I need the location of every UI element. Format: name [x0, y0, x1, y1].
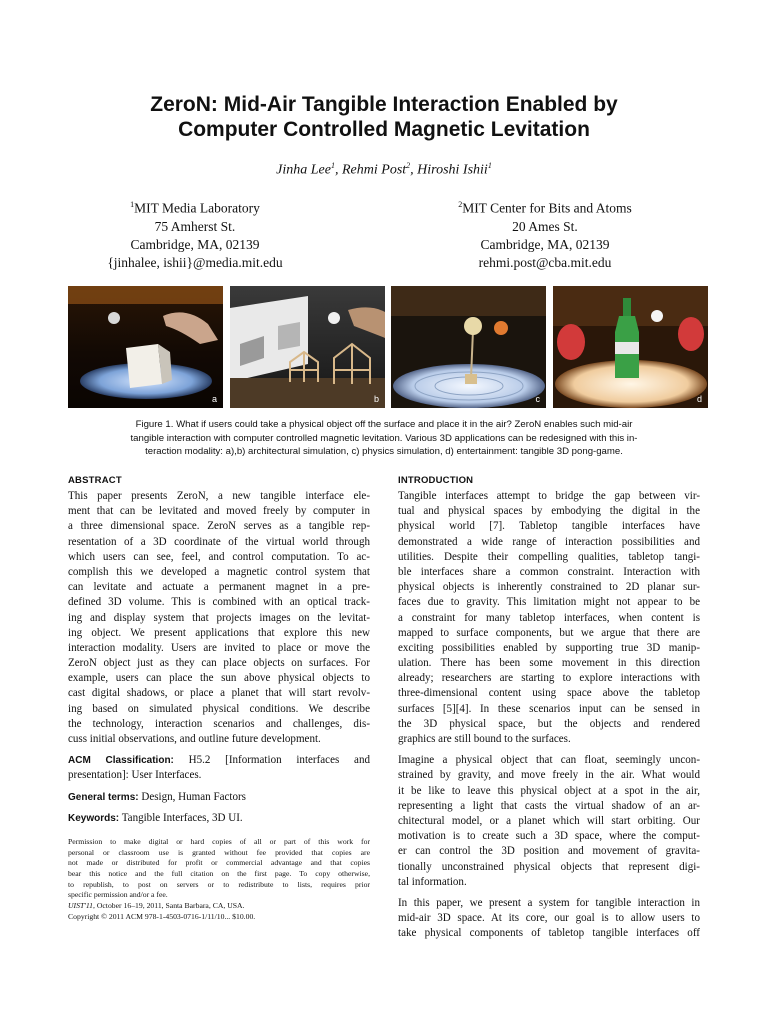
author-name: Jinha Lee — [276, 162, 331, 178]
abstract-heading: ABSTRACT — [68, 475, 122, 486]
panel-a-photo — [68, 286, 223, 408]
text-line: Imagine a physical object that can float, seemingly uncon- — [398, 754, 700, 767]
text-line: a constraint for many tabletop interfaces, when content is — [398, 611, 700, 624]
panel-label: c — [535, 394, 540, 404]
panel-b-photo — [230, 286, 385, 408]
panel-c-photo — [391, 286, 546, 408]
author-affil-mark: 2 — [406, 161, 411, 170]
text-line: This paper presents ZeroN, a new tangible interface ele- — [68, 490, 370, 502]
conference-details: , October 16–19, 2011, Santa Barbara, CA, USA. — [93, 901, 245, 911]
affil-line: 20 Ames St. — [512, 218, 578, 234]
affiliation-block — [380, 196, 710, 272]
text-line: Tangible interfaces attempt to bridge the gap between vir- — [398, 490, 700, 502]
affil-email: rehmi.post@cba.mit.edu — [478, 254, 612, 270]
affil-line: MIT Center for Bits and Atoms — [462, 200, 632, 216]
text-line: already; researchers are starting to explore interactions with — [398, 672, 700, 685]
text-line: complish this we developed a magnetic control system that — [68, 565, 370, 578]
author-name: Rehmi Post — [342, 162, 407, 178]
general-terms — [68, 790, 370, 805]
text-line: cast digital shadows, or place a planet that will start revolv- — [68, 687, 370, 700]
text-line: take physical components of tabletop tangible interfaces off — [398, 927, 700, 940]
keywords-text: Tangible Interfaces, 3D UI. — [121, 811, 243, 824]
affil-line: 75 Amherst St. — [154, 218, 236, 234]
text-line: three-dimensional content using space above the tabletop — [398, 687, 700, 700]
permission-line: personal or classroom use is granted without fee provided that copies are — [68, 847, 370, 857]
permission-line: bear this notice and the full citation on the first page. To copy otherwise, — [68, 869, 370, 879]
affil-email: {jinhalee, ishii}@media.mit.edu — [107, 254, 283, 270]
panel-label: a — [211, 394, 217, 404]
text-line: tionally unconstrained physical objects that represent digi- — [398, 860, 700, 873]
figure-panel-a — [68, 286, 223, 408]
text-line: ZeroN object just as they can place objects on surfaces. For — [68, 657, 370, 670]
left-column — [68, 474, 370, 826]
author-list: Jinha Lee$^1$, Rehmi Post$^2$, Hiroshi Ishii$^1$ — [276, 161, 492, 178]
text-line: can levitate and actuate a permanent magnet in a pre- — [68, 581, 370, 594]
text-line: ing and display system that projects images on the levitat- — [68, 611, 370, 624]
text-line: physical objects is inherently constrained to 2D planar sur- — [398, 581, 700, 594]
paper-title — [60, 92, 708, 142]
general-terms-label: General terms: — [68, 791, 139, 803]
text-line: tal information. — [398, 875, 467, 888]
text-line: the 3D physical space, but the objects and rendered — [398, 717, 700, 730]
text-line: ing object. We present applications that explore this new — [68, 626, 370, 639]
text-line: In this paper, we present a system for tangible interaction in — [398, 896, 700, 909]
affil-line: Cambridge, MA, 02139 — [480, 236, 610, 252]
text-line: chitectural model, or a planet which will start orbiting. Our — [398, 814, 700, 827]
text-line: utilities. Despite their compelling qualities, tabletop tangi- — [398, 550, 700, 563]
affiliation-block — [30, 196, 360, 272]
text-line: ulation. There has been some movement in this direction — [398, 657, 700, 670]
acm-classification — [68, 753, 370, 783]
abstract-body — [68, 489, 370, 747]
text-line: exciting possibilities enabled by supporting true 3D manip- — [398, 641, 700, 654]
panel-label: d — [696, 394, 702, 404]
text-line: cuss initial observations, and outline future development. — [68, 733, 321, 745]
text-line: example, users can place the sun above physical objects to — [68, 672, 370, 685]
permission-line: to republish, to post on servers or to redistribute to lists, requires prior — [68, 879, 370, 889]
author-name: Hiroshi Ishii — [417, 162, 488, 178]
text-line: representing a light that casts the virtual shadow of an ar- — [398, 799, 700, 812]
text-line: defined 3D volume. This is combined with an optical track- — [68, 596, 370, 609]
title-line: ZeroN: Mid-Air Tangible Interaction Enabled by — [150, 93, 618, 116]
caption-line: tangible interaction with computer controlled magnetic levitation. Various 3D applications can be redesigned with this in- — [130, 432, 638, 444]
general-terms-text: Design, Human Factors — [141, 790, 246, 803]
acm-classification-text: H5.2 [Information interfaces and — [188, 754, 370, 767]
figure-caption — [70, 418, 698, 459]
conference-name: UIST'11 — [68, 901, 93, 911]
copyright-line: Copyright © 2011 ACM 978-1-4503-0716-1/11/10... $10.00. — [68, 911, 256, 921]
caption-line: teraction modality: a),b) architectural simulation, c) physics simulation, d) entertainment: tangible 3D pong-game. — [145, 446, 623, 457]
figure-panel-b — [230, 286, 385, 408]
text-line: surfaces [5][4]. In these scenarios input can be sensed in — [398, 702, 700, 715]
affil-mark: 1 — [130, 200, 135, 209]
text-line: ing based on simulated physical conditions. We describe — [68, 702, 370, 715]
text-line: mapped to surface components, but we argue that there are — [398, 626, 700, 639]
text-line: presentation]: User Interfaces. — [68, 769, 202, 782]
figure-1 — [68, 286, 708, 408]
text-line: strained by gravity, and move freely in the air. What would — [398, 769, 700, 782]
text-line: which users can see, feel, and control computation. To ac- — [68, 550, 370, 563]
title-line: Computer Controlled Magnetic Levitation — [178, 118, 590, 141]
permission-line: Permission to make digital or hard copies of all or part of this work for — [68, 837, 370, 846]
panel-label: b — [373, 394, 379, 404]
text-line: interaction modality. Users are invited to place or move the — [68, 641, 370, 654]
acm-classification-label: ACM Classification: — [68, 755, 174, 767]
author-affil-mark: 1 — [331, 161, 335, 170]
affil-mark: 2 — [458, 200, 463, 209]
text-line: resentation of a 3D coordinate of the virtual world through — [68, 535, 370, 548]
introduction-heading: INTRODUCTION — [398, 475, 474, 486]
text-line: motivation is to create such a 3D space, where the comput- — [398, 830, 700, 843]
text-line: a three dimensional space. ZeroN serves as a tangible rep- — [68, 520, 370, 533]
text-line: faces due to gravity. This limitation might not appear to be — [398, 596, 700, 609]
text-line: physical world [7]. Tabletop tangible interfaces have — [398, 520, 700, 533]
affil-line: Cambridge, MA, 02139 — [130, 236, 260, 252]
intro-paragraph — [398, 753, 700, 890]
text-line: ment that can be levitated and moved freely by computer in — [68, 505, 370, 518]
permission-line: specific permission and/or a fee. — [68, 890, 168, 900]
right-column — [398, 474, 700, 941]
caption-line: Figure 1. What if users could take a physical object off the surface and place it in the air? ZeroN enables such mid-air — [135, 419, 633, 430]
keywords — [68, 811, 370, 826]
text-line: demonstrated a wide range of interaction possibilities and — [398, 535, 700, 548]
text-line: graphics are still bound to the surfaces. — [398, 733, 571, 745]
permission-line: not made or distributed for profit or commercial advantage and that copies — [68, 858, 370, 868]
intro-paragraph — [398, 896, 700, 942]
figure-panel-c — [391, 286, 546, 408]
intro-paragraph — [398, 489, 700, 747]
figure-panel-d — [553, 286, 708, 408]
panel-d-photo — [553, 286, 708, 408]
text-line: ble interfaces share a common constraint. Interaction with — [398, 565, 700, 578]
text-line: mid-air 3D space. At its core, our goal is to allow users to — [398, 912, 700, 925]
conference-line — [68, 901, 370, 912]
permission-notice — [68, 837, 370, 923]
text-line: er can control the 3D position and movement of gravita- — [398, 845, 700, 858]
text-line: the technology, interaction scenarios and challenges, dis- — [68, 717, 370, 730]
text-line: it be like to leave this physical object at a spot in the air, — [398, 784, 700, 797]
affil-line: MIT Media Laboratory — [134, 200, 260, 216]
text-line: tual and physical spaces by embodying the digital in the — [398, 505, 700, 518]
keywords-label: Keywords: — [68, 812, 120, 824]
author-affil-mark: 1 — [487, 161, 492, 170]
